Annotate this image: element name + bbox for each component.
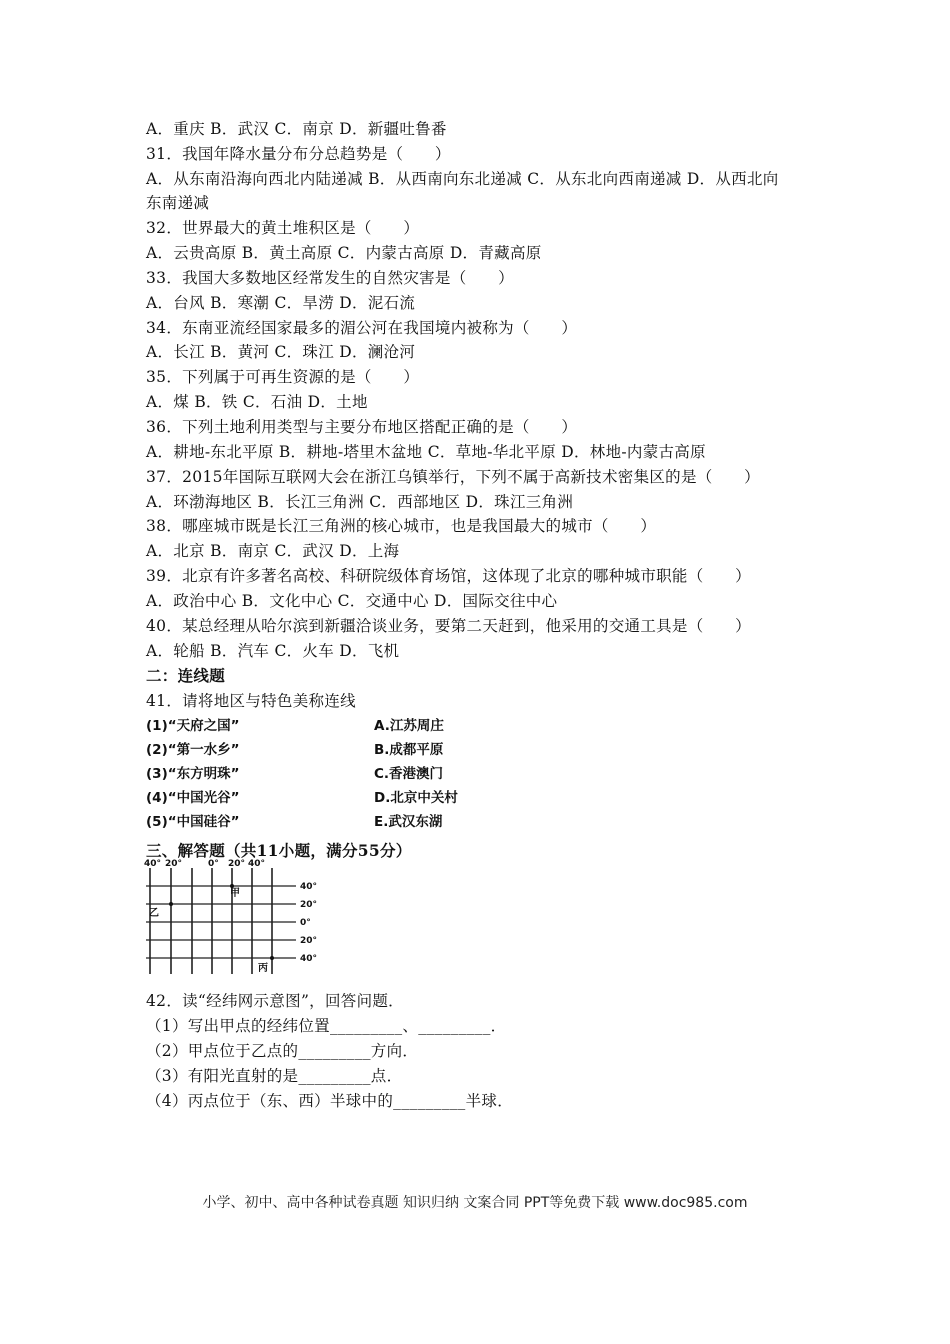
question-39: 39．北京有许多著名高校、科研院级体育场馆，这体现了北京的哪种城市职能（ ） — [146, 567, 751, 585]
latitude-label: 0° — [300, 918, 311, 928]
question-39-options: A．政治中心 B．文化中心 C．交通中心 D．国际交往中心 — [146, 592, 558, 610]
question-35: 35．下列属于可再生资源的是（ ） — [146, 368, 420, 386]
matching-right-item: E.武汉东湖 — [374, 814, 443, 830]
question-31-options-cont: 东南递减 — [146, 194, 210, 212]
question-37-options: A．环渤海地区 B．长江三角洲 C．西部地区 D．珠江三角洲 — [146, 493, 574, 511]
question-40: 40．某总经理从哈尔滨到新疆洽谈业务，要第二天赶到，他采用的交通工具是（ ） — [146, 617, 751, 635]
question-37: 37．2015年国际互联网大会在浙江乌镇举行，下列不属于高新技术密集区的是（ ） — [146, 468, 760, 486]
question-42-part-3: （3）有阳光直射的是_________点． — [146, 1067, 403, 1085]
question-38: 38．哪座城市既是长江三角洲的核心城市，也是我国最大的城市（ ） — [146, 517, 657, 535]
question-31: 31．我国年降水量分布分总趋势是（ ） — [146, 145, 451, 163]
latitude-label: 40° — [300, 954, 318, 964]
question-42-part-2: （2）甲点位于乙点的_________方向． — [146, 1042, 419, 1060]
point-yi-label: 乙 — [149, 908, 159, 919]
point-bing-label: 丙 — [258, 963, 268, 974]
question-42-part-4: （4）丙点位于（东、西）半球中的_________半球． — [146, 1092, 514, 1110]
question-38-options: A．北京 B．南京 C．武汉 D．上海 — [146, 542, 400, 560]
section-2-title: 二：连线题 — [146, 666, 226, 685]
matching-row — [146, 812, 486, 832]
question-35-options: A．煤 B．铁 C．石油 D．土地 — [146, 393, 368, 411]
question-36-options: A．耕地-东北平原 B．耕地-塔里木盆地 C．草地-华北平原 D．林地-内蒙古高原 — [146, 443, 706, 461]
longitude-label: 0° — [208, 859, 219, 869]
point-jia-label: 甲 — [230, 888, 240, 899]
page-footer: 小学、初中、高中各种试卷真题 知识归纳 文案合同 PPT等免费下载 www.doc985.com — [202, 1195, 748, 1211]
question-33-options: A．台风 B．寒潮 C．旱涝 D．泥石流 — [146, 294, 416, 312]
question-34: 34．东南亚流经国家最多的湄公河在我国境内被称为（ ） — [146, 319, 578, 337]
latitude-label: 20° — [300, 936, 318, 946]
latitude-label: 20° — [300, 900, 318, 910]
matching-left-item: (4)“中国光谷” — [146, 790, 240, 806]
point-yi-dot — [169, 902, 173, 906]
latitude-label: 40° — [300, 882, 318, 892]
matching-left-item: (5)“中国硅谷” — [146, 814, 240, 830]
question-32: 32．世界最大的黄土堆积区是（ ） — [146, 219, 420, 237]
matching-left-item: (3)“东方明珠” — [146, 766, 240, 782]
question-40-options: A．轮船 B．汽车 C．火车 D．飞机 — [146, 642, 400, 660]
matching-right-item: D.北京中关村 — [374, 790, 458, 806]
longitude-label: 40° — [248, 859, 266, 869]
matching-left-item: (1)“天府之国” — [146, 718, 240, 734]
matching-right-item: C.香港澳门 — [374, 766, 444, 782]
matching-row — [146, 740, 486, 760]
matching-left-item: (2)“第一水乡” — [146, 742, 240, 758]
matching-row — [146, 764, 486, 784]
matching-right-item: B.成都平原 — [374, 742, 444, 758]
question-42-part-1: （1）写出甲点的经纬位置_________、_________． — [146, 1017, 507, 1035]
question-31-options: A．从东南沿海向西北内陆递减 B．从西南向东北递减 C．从东北向西南递减 D．从西北向 — [146, 170, 779, 188]
longitude-label: 20° — [165, 859, 183, 869]
point-bing-dot — [270, 956, 274, 960]
matching-row — [146, 716, 486, 736]
matching-row — [146, 788, 486, 808]
longitude-label: 20° — [228, 859, 246, 869]
matching-right-item: A.江苏周庄 — [374, 718, 444, 734]
section-3-title: 三、解答题（共11小题，满分55分） — [146, 841, 412, 860]
question-36: 36．下列土地利用类型与主要分布地区搭配正确的是（ ） — [146, 418, 578, 436]
question-30-options: A．重庆 B．武汉 C．南京 D．新疆吐鲁番 — [146, 120, 447, 138]
question-33: 33．我国大多数地区经常发生的自然灾害是（ ） — [146, 269, 514, 287]
question-32-options: A．云贵高原 B．黄土高原 C．内蒙古高原 D．青藏高原 — [146, 244, 542, 262]
question-34-options: A．长江 B．黄河 C．珠江 D．澜沧河 — [146, 343, 416, 361]
question-41: 41．请将地区与特色美称连线 — [146, 692, 356, 710]
lat-long-grid-diagram — [144, 858, 324, 976]
question-42: 42．读“经纬网示意图”，回答问题． — [146, 992, 404, 1010]
longitude-label: 40° — [144, 859, 162, 869]
